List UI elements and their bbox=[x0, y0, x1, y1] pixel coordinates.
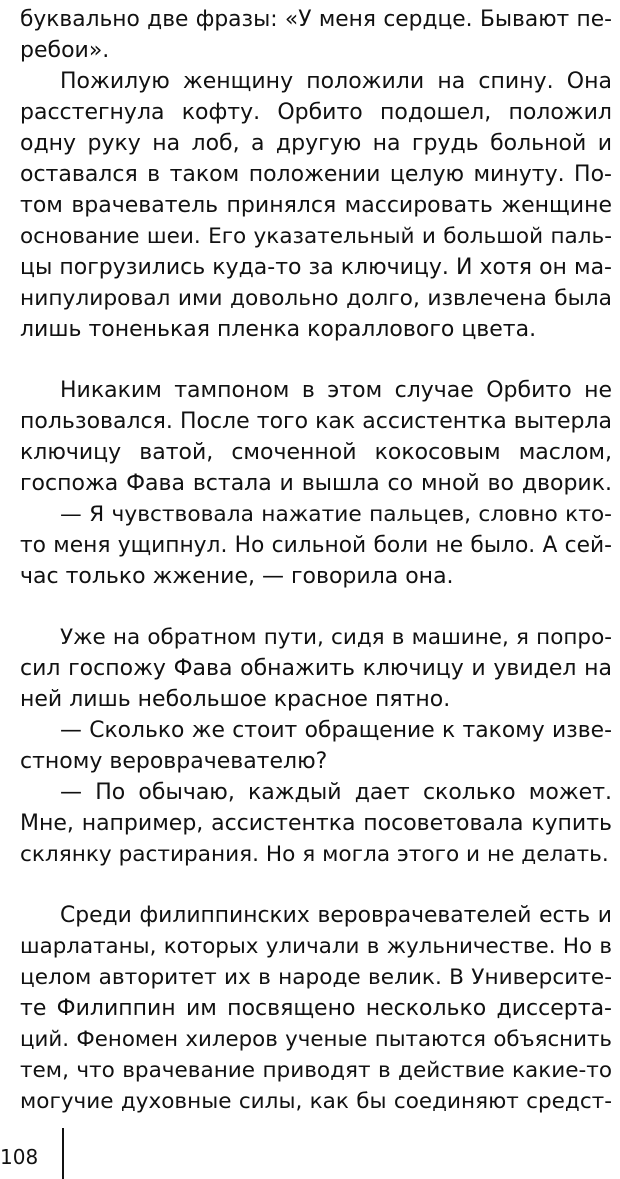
text-line: могучие духовные силы, как бы соединяют средст- bbox=[20, 1089, 612, 1114]
text-line: склянку растирания. Но я могла этого и не делать. bbox=[20, 842, 609, 867]
paragraph-2 bbox=[20, 66, 612, 345]
text-line: Мне, например, ассистентка посоветовала купить bbox=[20, 811, 612, 836]
text-line: целом авторитет их в народе велик. В Университе- bbox=[20, 965, 612, 990]
page-number: 108 bbox=[0, 1145, 39, 1169]
text-line: сил госпожу Фава обнажить ключицу и увидел на bbox=[20, 656, 612, 681]
text-line: пользовался. После того как ассистентка вытерла bbox=[20, 409, 612, 434]
text-line: тем, что врачевание приводят в действие какие-то bbox=[20, 1058, 612, 1083]
text-line: нипулировал ими довольно долго, извлечена была bbox=[20, 286, 612, 311]
text-line: те Филиппин им посвящено несколько диссерта- bbox=[20, 996, 612, 1021]
page-body bbox=[20, 4, 612, 1117]
text-line: ключицу ватой, смоченной кокосовым маслом, bbox=[20, 440, 612, 465]
text-line: час только жжение, — говорила она. bbox=[20, 564, 454, 589]
text-line: одну руку на лоб, а другую на грудь больной и bbox=[20, 131, 612, 156]
text-line: расстегнула кофту. Орбито подошел, положил bbox=[20, 100, 612, 125]
text-line: оставался в таком положении целую минуту. По- bbox=[20, 162, 612, 187]
text-line: ней лишь небольшое красное пятно. bbox=[20, 687, 451, 712]
text-line: — По обычаю, каждый дает сколько может. bbox=[60, 780, 612, 805]
paragraph-gap bbox=[20, 592, 612, 622]
text-line: основание шеи. Его указательный и большой паль- bbox=[20, 224, 612, 249]
paragraph-gap bbox=[20, 870, 612, 900]
text-line: Пожилую женщину положили на спину. Она bbox=[60, 69, 612, 94]
paragraph-3 bbox=[20, 375, 612, 592]
text-line: Среди филиппинских вероврачевателей есть и bbox=[60, 903, 612, 928]
text-line: госпожа Фава встала и вышла со мной во дворик. bbox=[20, 471, 612, 496]
text-line: том врачеватель принялся массировать женщине bbox=[20, 193, 612, 218]
footer-rule bbox=[62, 1128, 64, 1179]
text-line: буквально две фразы: «У меня сердце. Бывают пе- bbox=[20, 7, 612, 32]
text-line: ций. Феномен хилеров ученые пытаются объяснить bbox=[20, 1027, 612, 1052]
paragraph-4 bbox=[20, 622, 612, 870]
text-line: стному вероврачевателю? bbox=[20, 749, 328, 774]
page-footer bbox=[0, 1128, 620, 1179]
paragraph-1 bbox=[20, 4, 612, 66]
text-line: ребои». bbox=[20, 38, 110, 63]
text-line: Уже на обратном пути, сидя в машине, я попро- bbox=[60, 625, 612, 650]
text-line: цы погрузились куда-то за ключицу. И хотя он ма- bbox=[20, 255, 612, 280]
text-line: лишь тоненькая пленка кораллового цвета. bbox=[20, 317, 537, 342]
text-line: — Я чувствовала нажатие пальцев, словно кто- bbox=[60, 502, 612, 527]
paragraph-gap bbox=[20, 345, 612, 375]
text-line: шарлатаны, которых уличали в жульничестве. Но в bbox=[20, 934, 612, 959]
text-line: — Сколько же стоит обращение к такому изве- bbox=[60, 718, 612, 743]
paragraph-5 bbox=[20, 900, 612, 1117]
text-line: то меня ущипнул. Но сильной боли не было. А сей- bbox=[20, 533, 612, 558]
text-line: Никаким тампоном в этом случае Орбито не bbox=[60, 378, 612, 403]
